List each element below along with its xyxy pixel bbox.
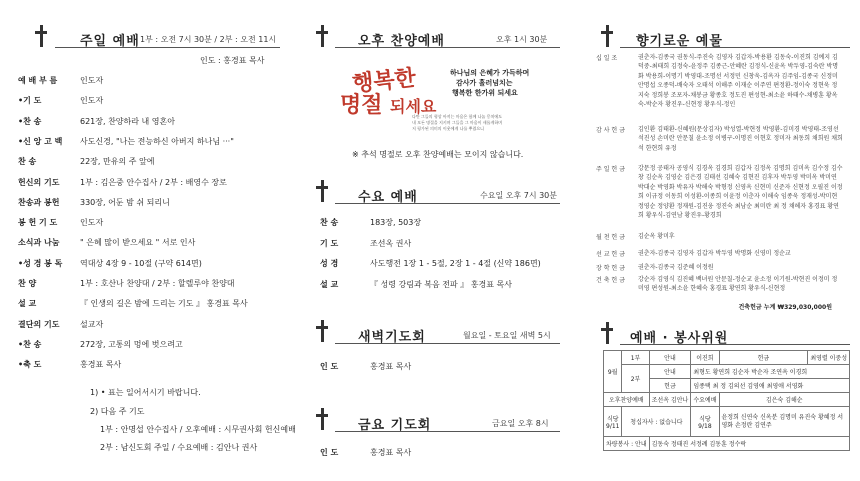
offering-group-names: 김인환 김태환-신혜원(문상김자) 박성열-박현정 박영환-김미경 박영태-조영선 석진성 손미란 안문칠 윤소정 이병구-이명진 이현호 정미자 최동희 채희원 채희석 한현희 유정 xyxy=(638,126,843,152)
order-label: •성 경 봉 독 xyxy=(18,258,63,268)
order-value: 역대상 4장 9 - 10절 (구약 614면) xyxy=(80,258,202,268)
duty-cell: 헌금 xyxy=(719,351,808,365)
order-label: 성 경 xyxy=(320,259,339,268)
sunday-worship-time: 1부 : 오전 7시 30분 / 2부 : 오전 11시 xyxy=(140,35,277,44)
order-label: 설 교 xyxy=(18,299,37,309)
order-label: •찬 송 xyxy=(18,339,42,349)
order-value: 1부 : 김은중 안수집사 / 2부 : 배영수 장로 xyxy=(80,177,227,187)
order-value: 330장, 어둔 밤 쉬 되리니 xyxy=(80,197,170,207)
duty-cell: 안내 xyxy=(649,365,691,379)
wednesday-worship-title: 수요 예배 xyxy=(358,190,418,205)
duty-cell: 헌금 xyxy=(649,379,691,393)
offering-group-label: 주 일 헌 금 xyxy=(596,166,625,173)
order-label: •기 도 xyxy=(18,96,42,106)
order-value: 1부 : 호산나 찬양대 / 2부 : 할렐루야 찬양대 xyxy=(80,279,235,288)
duty-cell: 최형도 황연희 김순자 박순자 조연옥 이경희 xyxy=(691,365,850,379)
note-line: 2) 다음 주 기도 xyxy=(90,407,145,416)
order-value: 인도자 xyxy=(80,218,104,228)
weekday-worship-column xyxy=(300,0,570,481)
order-label: •신 앙 고 백 xyxy=(18,136,63,146)
offering-group-names: 강순자 김영식 김진혜 백녀원 안문칠-정순교 윤소정 이기원-박현진 이정미 정미영 편성원-최소윤 한혜숙 홍경표 황연희 황우식-신현정 xyxy=(638,276,838,293)
friday-prayer-title: 금요 기도회 xyxy=(358,418,432,433)
cross-icon xyxy=(600,25,614,47)
offering-group-names: 김순옥 황미후 xyxy=(638,233,675,240)
order-value: 조선옥 권사 xyxy=(370,238,412,248)
order-value: 『 인생의 길은 밤에 드리는 기도 』 홍경표 목사 xyxy=(80,299,248,309)
duty-title: 예배 · 봉사위원 xyxy=(630,331,729,346)
duty-cell: 수요예배 xyxy=(691,393,719,407)
cross-icon xyxy=(315,180,329,202)
divider xyxy=(335,343,560,344)
duty-cell: 조선옥 김안나 xyxy=(649,393,691,407)
order-label: 찬 송 xyxy=(320,218,339,227)
order-label: •축 도 xyxy=(18,360,42,370)
meal-label-1: 식당 9/11 xyxy=(604,407,622,437)
offering-group-names: 권춘자-김종국 권동식-주진숙 김영자 김갑자-박용환 김동숙-이진희 김예지 김덕중-최태희 김정숙-윤정주 김종근-안혜란 김정식-신윤옥 박두영-김숙란 박명화 박용희-이명기 박영대-조명선 서정민 신창욱-김옥자 김주임-김종국 신정미 안명섭 오종덕-배숙자 오태석 이해주 이재순 이주연 편정환-정이숙 정현욱 정지숙 정희봉 조포자-채봉금 황종호 정도진 편성현-최소윤 하태수-채병훈 황옥숙-박순자 황진우-신현정 황우식-정인 xyxy=(638,54,839,109)
dawn-prayer-title: 새벽기도회 xyxy=(358,330,426,345)
order-value: 홍경표 목사 xyxy=(370,362,412,371)
offering-group-label: 감 사 헌 금 xyxy=(596,127,625,134)
order-label: 인 도 xyxy=(320,448,339,457)
greeting-small-line: 내 모든 명절을 지키며 그들을 그 마음이 새롭게하며 xyxy=(412,120,503,125)
duty-cell: 이진희 xyxy=(691,351,719,365)
meal-value-1: 청십자사 : 없습니다 xyxy=(622,407,691,437)
order-value: 홍경표 목사 xyxy=(370,448,412,457)
afternoon-notice: ※ 추석 명절로 오후 찬양예배는 모이지 않습니다. xyxy=(352,150,524,159)
duty-cell: 임종택 최 정 김의선 김영애 최영애 서영화 xyxy=(691,379,850,393)
sunday-worship-column xyxy=(0,0,296,481)
meal-value-2: 윤정희 신연숙 신옥분 김명미 유진숙 황혜정 서영화 손정란 김연주 xyxy=(719,407,850,437)
divider xyxy=(620,344,850,345)
afternoon-worship-time: 오후 1시 30분 xyxy=(496,35,548,44)
offering-group-label: 선 교 헌 금 xyxy=(596,251,625,258)
greeting-word-1: 행복한 xyxy=(350,64,418,98)
order-value: 22장, 만유의 주 앞에 xyxy=(80,157,155,167)
offering-column xyxy=(580,0,860,481)
cross-icon xyxy=(315,320,329,342)
order-label: 인 도 xyxy=(320,362,339,371)
wednesday-worship-time: 수요일 오후 7시 30분 xyxy=(480,191,557,200)
offering-group-names: 권춘자-김종국 김준혜 이정원 xyxy=(638,264,714,271)
note-line: 2부 : 남신도회 주일 / 수요예배 : 김안나 권사 xyxy=(100,443,258,452)
order-value: 사도행전 1장 1 - 5절, 2장 1 - 4절 (신약 186면) xyxy=(370,259,541,268)
divider xyxy=(335,203,560,204)
order-label: •찬 송 xyxy=(18,116,42,126)
afternoon-worship-title: 오후 찬양예배 xyxy=(358,34,445,49)
duty-cell: 안내 xyxy=(649,351,691,365)
order-label: 찬 양 xyxy=(18,279,37,288)
divider xyxy=(55,47,280,48)
order-label: 찬송과 봉헌 xyxy=(18,197,60,207)
vehicle-label: 차량봉사 : 안내 xyxy=(604,437,650,451)
order-value: 인도자 xyxy=(80,76,104,85)
order-label: 찬 송 xyxy=(18,157,37,167)
order-value: 사도신경, "나는 전능하신 아버지 하나님 ···" xyxy=(80,136,234,146)
order-value: " 은혜 많이 받으세요 " 서로 인사 xyxy=(80,238,196,248)
building-fund-total: 건축헌금 누계 ₩329,030,000원 xyxy=(738,304,832,311)
greeting-line: 하나님의 은혜가 가득하며 xyxy=(450,69,530,77)
offering-group-label: 건 축 헌 금 xyxy=(596,277,625,284)
offering-group-label: 장 학 헌 금 xyxy=(596,265,625,272)
order-value: 홍경표 목사 xyxy=(80,360,122,370)
note-line: 1부 : 안명섭 안수집사 / 오후예배 : 시무권사회 헌신예배 xyxy=(100,425,296,434)
dawn-prayer-time: 월요일 - 토요일 새벽 5시 xyxy=(463,331,551,340)
holiday-greeting-banner xyxy=(338,62,563,142)
order-label: 헌신의 기도 xyxy=(18,177,60,187)
greeting-line: 감사가 흘러넘치는 xyxy=(456,79,513,87)
offering-group-label: 월 천 헌 금 xyxy=(596,234,625,241)
offering-group-label: 십 일 조 xyxy=(596,55,618,62)
duty-cell: 김은숙 김해순 xyxy=(719,393,850,407)
cross-icon xyxy=(315,25,329,47)
order-value: 설교자 xyxy=(80,319,104,329)
offering-title: 향기로운 예물 xyxy=(636,34,723,49)
greeting-small-text xyxy=(412,114,502,132)
order-value: 621장, 찬양하라 내 영혼아 xyxy=(80,116,175,126)
greeting-word-2: 명절 xyxy=(340,92,383,118)
vehicle-value: 김동숙 정태진 서정례 김동훈 정수락 xyxy=(649,437,849,451)
greeting-line: 행복한 한가위 되세요 xyxy=(452,89,518,97)
duty-cell: 2부 xyxy=(622,365,649,393)
order-label: 설 교 xyxy=(320,279,339,289)
order-value: 『 성령 강림과 복음 전파 』 홍경표 목사 xyxy=(370,279,512,289)
duty-month: 9월 xyxy=(604,351,622,393)
note-line: 1) • 표는 일어서시기 바랍니다. xyxy=(90,388,201,397)
duty-cell: 최영렬 이중성 xyxy=(808,351,850,365)
duty-cell: 오후찬양예배 xyxy=(604,393,650,407)
order-label: 봉 헌 기 도 xyxy=(18,218,58,228)
cross-icon xyxy=(600,322,614,344)
duty-table xyxy=(603,350,850,451)
divider xyxy=(335,431,560,432)
duty-cell: 1부 xyxy=(622,351,649,365)
cross-icon xyxy=(34,25,48,47)
greeting-small-line: 저 평가된 의미의 이웃에게 나를 뿌렸으니 xyxy=(412,126,485,131)
sunday-leader: 인도 : 홍경표 목사 xyxy=(200,56,265,65)
divider xyxy=(620,47,850,48)
greeting-message xyxy=(450,68,529,98)
divider xyxy=(335,47,560,48)
order-value: 인도자 xyxy=(80,96,104,106)
order-label: 소식과 나눔 xyxy=(18,238,60,248)
order-label: 결단의 기도 xyxy=(18,319,60,329)
greeting-word-3: 되세요 xyxy=(390,97,437,116)
offering-group-names: 권춘자-김종국 김영자 김갑자 박두영 박명화 신영미 정순교 xyxy=(638,250,791,257)
order-value: 183장, 503장 xyxy=(370,218,422,227)
cross-icon xyxy=(315,408,329,430)
meal-label-2: 식당 9/18 xyxy=(691,407,719,437)
order-value: 272장, 고통의 멍에 벗으려고 xyxy=(80,339,183,349)
order-label: 기 도 xyxy=(320,238,339,248)
friday-prayer-time: 금요일 오후 8시 xyxy=(492,419,549,428)
offering-group-names: 강문정 공태자 공영식 김경옥 김경희 김갑자 김정옥 김명희 김미옥 김수정 김수창 김순옥 김영순 김은경 김태선 김혜숙 김현진 김후자 박두영 박미옥 박미연 박대순 박영화 박유자 박해숙 박형정 신영옥 신현미 신준자 신현정 오필진 이정희 이규정 이동희 이성환-이종희 이윤정 이춘자 이해숙 임종욱 정재성-박미현 정영순 정양환 정재원-김진웅 정진숙 최남순 최미란 최 정 채헤자 홍경표 황연희 황우식-김연남 황진우-황경희 xyxy=(638,165,843,220)
greeting-small-line: 다만 그들의 형상 아끼는 마음은 함께 나눕 뭉치에도 xyxy=(412,114,503,119)
order-label: 예 배 부 름 xyxy=(18,76,58,85)
sunday-worship-title: 주일 예배 xyxy=(80,34,140,49)
